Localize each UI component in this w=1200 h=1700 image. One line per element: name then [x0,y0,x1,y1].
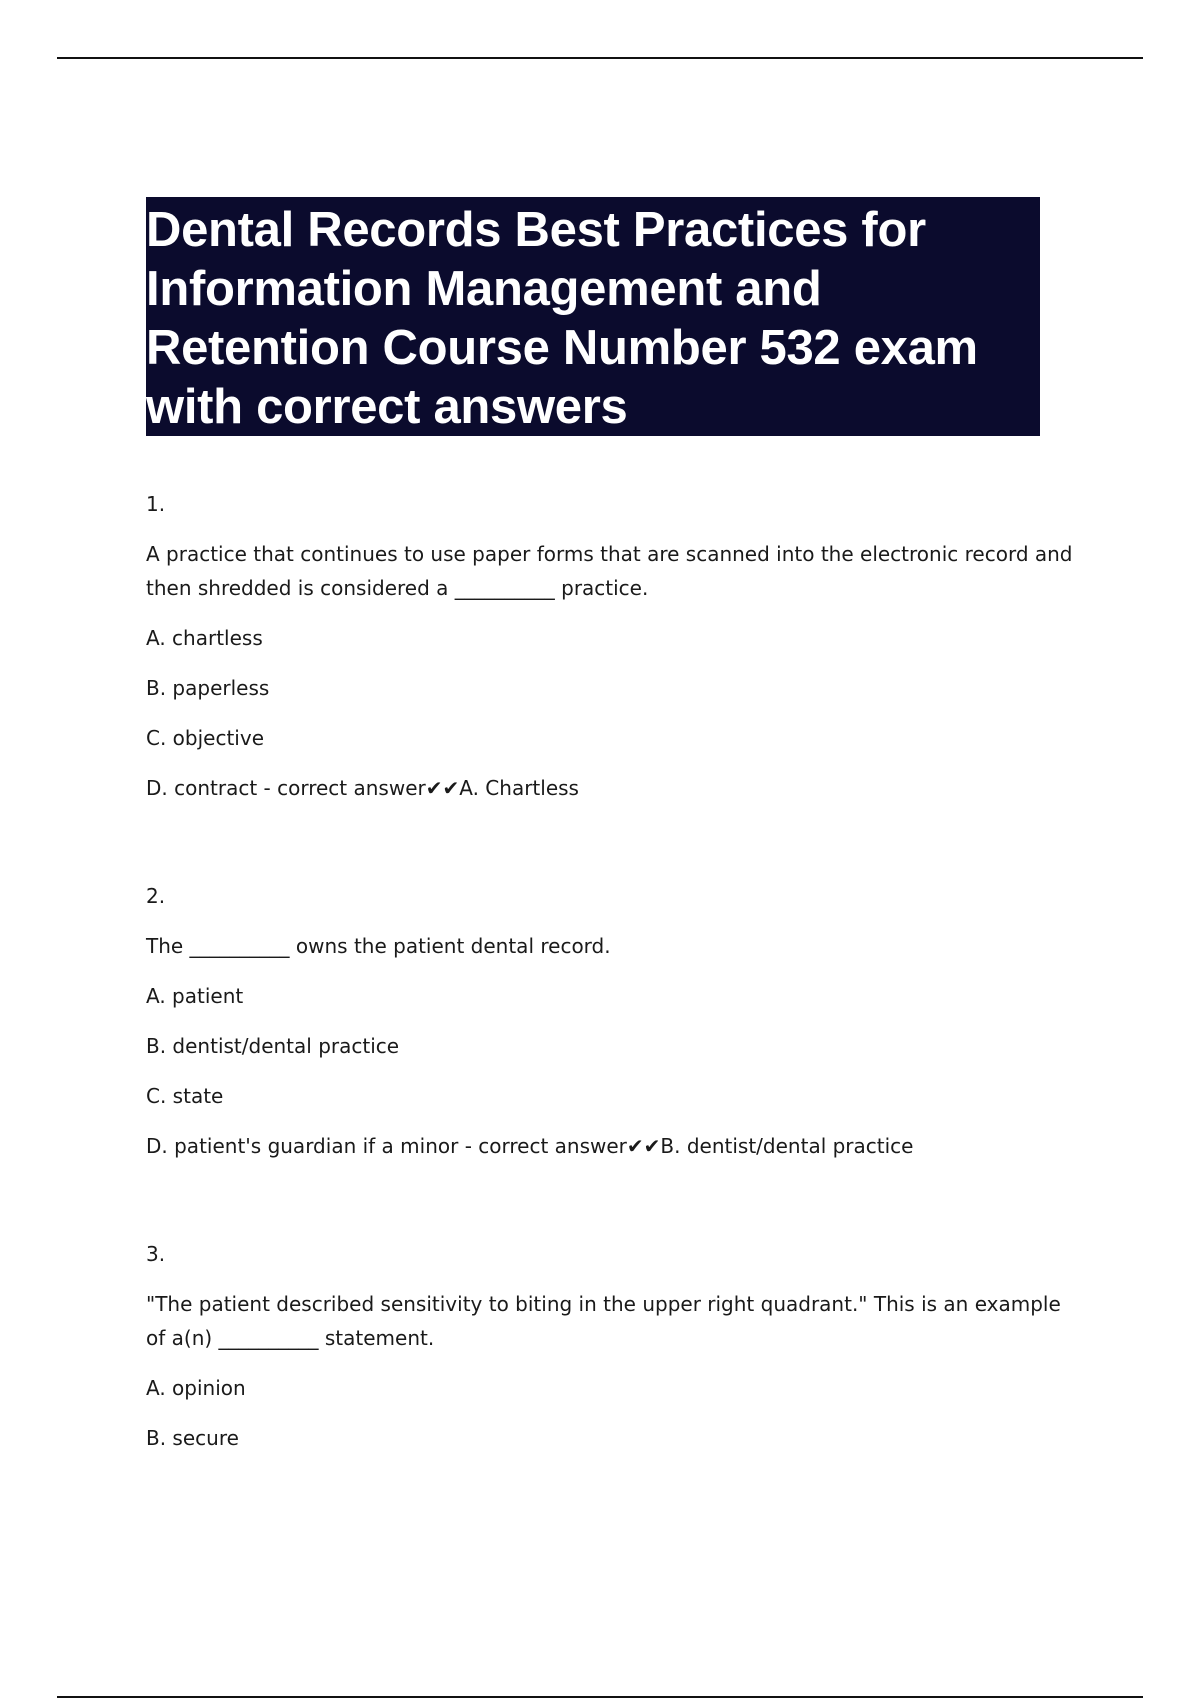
answer-option-b: B. dentist/dental practice [146,1034,400,1058]
question-1 [146,487,1076,805]
question-3 [146,1237,1076,1455]
answer-option-a: A. patient [146,984,244,1008]
answer-option-a: A. chartless [146,626,263,650]
top-page-rule [57,57,1143,59]
question-text: "The patient described sensitivity to biting in the upper right quadrant." This is an example of a(n) __________ statement. [146,1292,1061,1350]
answer-option-b: B. secure [146,1426,239,1450]
question-text: A practice that continues to use paper forms that are scanned into the electronic record and then shredded is considered a __________ practice. [146,542,1073,600]
document-title: Dental Records Best Practices for Information Management and Retention Course Number 532 exam with correct answers [146,203,978,434]
answer-option-d-with-correct-answer: D. contract - correct answer✔✔A. Chartless [146,776,579,800]
question-number: 1. [146,492,166,516]
question-number: 2. [146,884,166,908]
question-number: 3. [146,1242,166,1266]
question-2 [146,879,1076,1163]
bottom-page-rule [57,1696,1143,1698]
answer-option-b: B. paperless [146,676,270,700]
answer-option-c: C. objective [146,726,265,750]
question-list [146,487,1076,1529]
question-text: The __________ owns the patient dental record. [146,934,611,958]
answer-option-d-with-correct-answer: D. patient's guardian if a minor - correct answer✔✔B. dentist/dental practice [146,1134,914,1158]
document-title-banner [146,197,1040,436]
answer-option-a: A. opinion [146,1376,246,1400]
answer-option-c: C. state [146,1084,224,1108]
